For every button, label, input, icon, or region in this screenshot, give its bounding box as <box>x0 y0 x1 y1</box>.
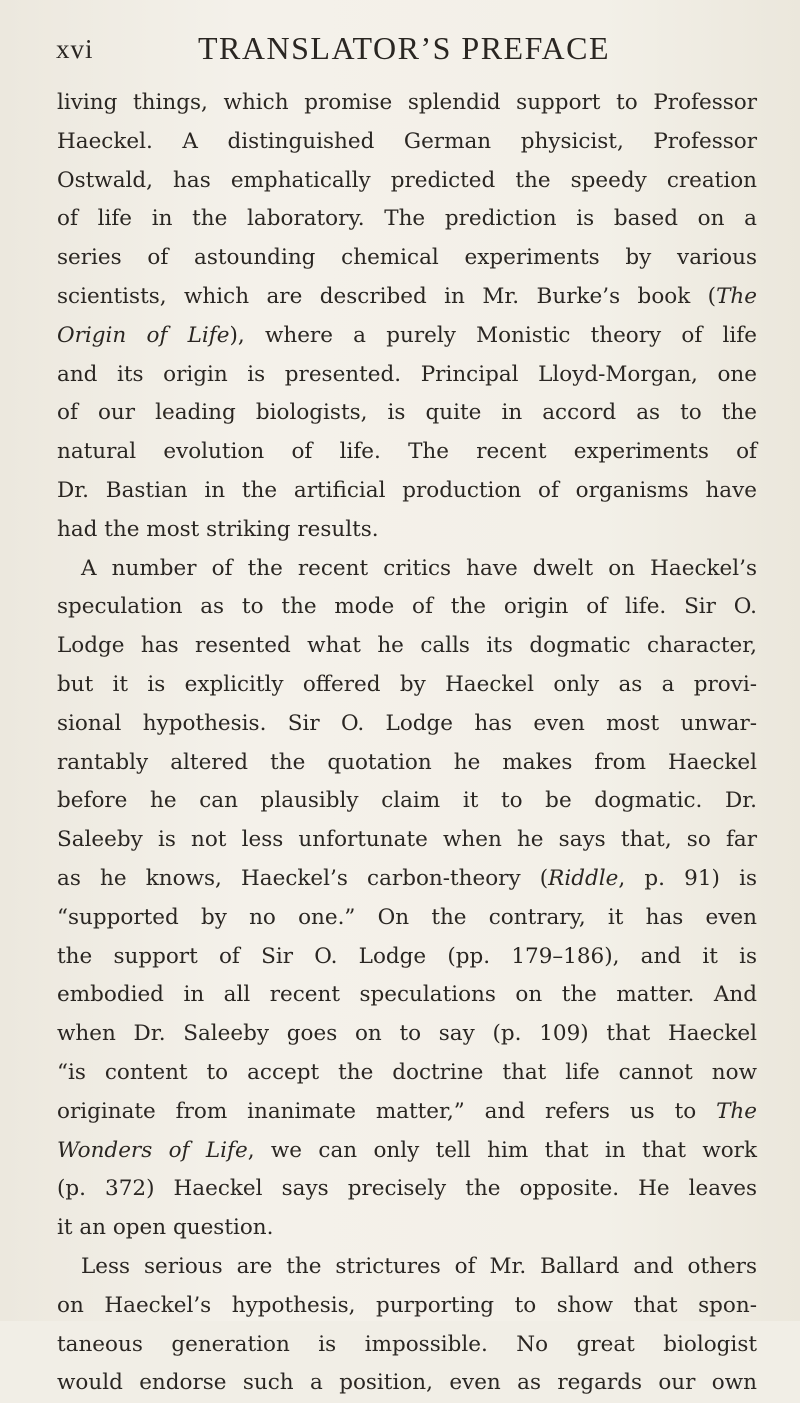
text-line <box>57 1132 757 1171</box>
text-line <box>57 588 757 627</box>
text-run: originate from inanimate matter,” and refers us to <box>57 1098 717 1124</box>
italic-text: The <box>716 283 757 309</box>
italic-text: The <box>716 1098 757 1124</box>
body-text <box>57 84 757 1403</box>
text-run: Lodge has resented what he calls its dogmatic character, <box>57 633 757 659</box>
text-run: Ostwald, has emphatically predicted the speedy creation <box>57 167 757 193</box>
text-line <box>57 511 757 550</box>
text-line <box>57 1093 757 1132</box>
paragraph-start-line <box>57 550 757 589</box>
text-line <box>57 123 757 162</box>
text-line <box>57 860 757 899</box>
text-run: natural evolution of life. The recent experiments of <box>57 439 757 465</box>
text-run: “supported by no one.” On the contrary, it has even <box>57 904 757 930</box>
text-run: Less serious are the strictures of Mr. Ballard and others <box>81 1253 757 1279</box>
text-line <box>57 317 757 356</box>
text-run: the support of Sir O. Lodge (pp. 179–186), and it is <box>57 943 757 969</box>
text-line <box>57 433 757 472</box>
text-line <box>57 472 757 511</box>
text-line <box>57 1287 757 1326</box>
text-run: embodied in all recent speculations on the matter. And <box>57 982 757 1008</box>
text-line <box>57 1170 757 1209</box>
italic-text: Origin of Life <box>57 322 230 348</box>
text-run: Saleeby is not less unfortunate when he says that, so far <box>57 827 757 853</box>
text-run: speculation as to the mode of the origin of life. Sir O. <box>57 594 757 620</box>
text-line <box>57 1054 757 1093</box>
text-run: series of astounding chemical experiments by various <box>57 245 757 271</box>
italic-text: Wonders of Life <box>57 1137 248 1163</box>
text-run: as he knows, Haeckel’s carbon-theory ( <box>57 865 549 891</box>
page-number: xvi <box>56 34 94 64</box>
text-run: when Dr. Saleeby goes on to say (p. 109) that Haeckel <box>57 1021 757 1047</box>
text-run: Dr. Bastian in the artificial production of organisms have <box>57 477 757 503</box>
text-run: A number of the recent critics have dwelt on Haeckel’s <box>81 555 757 581</box>
text-line <box>57 356 757 395</box>
text-line <box>57 782 757 821</box>
text-run: rantably altered the quotation he makes from Haeckel <box>57 749 757 775</box>
text-run: (p. 372) Haeckel says precisely the opposite. He leaves <box>57 1176 757 1202</box>
text-line <box>57 162 757 201</box>
text-run: on Haeckel’s hypothesis, purporting to show that spon- <box>57 1292 757 1318</box>
text-line <box>57 705 757 744</box>
text-line <box>57 394 757 433</box>
running-title: TRANSLATOR’S PREFACE <box>198 30 610 66</box>
running-head <box>56 30 756 70</box>
text-line <box>57 1209 757 1248</box>
text-line <box>57 1326 757 1365</box>
text-run: before he can plausibly claim it to be dogmatic. Dr. <box>57 788 757 814</box>
text-run: ), where a purely Monistic theory of life <box>229 322 757 348</box>
text-line <box>57 627 757 666</box>
text-run: had the most striking results. <box>57 516 379 542</box>
text-line <box>57 239 757 278</box>
text-line <box>57 666 757 705</box>
text-line <box>57 278 757 317</box>
text-line <box>57 899 757 938</box>
text-run: sional hypothesis. Sir O. Lodge has even most unwar- <box>57 710 757 736</box>
text-run: would endorse such a position, even as regards our own <box>57 1370 757 1396</box>
paragraph-start-line <box>57 1248 757 1287</box>
text-line <box>57 744 757 783</box>
italic-text: Riddle <box>548 865 619 891</box>
text-line <box>57 938 757 977</box>
text-line <box>57 84 757 123</box>
text-line <box>57 821 757 860</box>
text-line <box>57 1364 757 1403</box>
text-run: but it is explicitly offered by Haeckel only as a provi- <box>57 671 757 697</box>
text-run: Haeckel. A distinguished German physicist, Professor <box>57 128 757 154</box>
text-run: of our leading biologists, is quite in accord as to the <box>57 400 757 426</box>
text-run: , p. 91) is <box>618 865 758 891</box>
text-run: and its origin is presented. Principal Lloyd-Morgan, one <box>57 361 757 387</box>
text-line <box>57 200 757 239</box>
text-line <box>57 1015 757 1054</box>
text-run: taneous generation is impossible. No great biologist <box>57 1331 757 1357</box>
text-run: “is content to accept the doctrine that life cannot now <box>57 1059 757 1085</box>
text-run: scientists, which are described in Mr. Burke’s book ( <box>57 283 717 309</box>
text-run: living things, which promise splendid support to Professor <box>57 90 757 115</box>
text-line <box>57 976 757 1015</box>
text-run: , we can only tell him that in that work <box>247 1137 757 1163</box>
text-run: of life in the laboratory. The prediction is based on a <box>57 206 757 232</box>
text-run: it an open question. <box>57 1215 274 1241</box>
